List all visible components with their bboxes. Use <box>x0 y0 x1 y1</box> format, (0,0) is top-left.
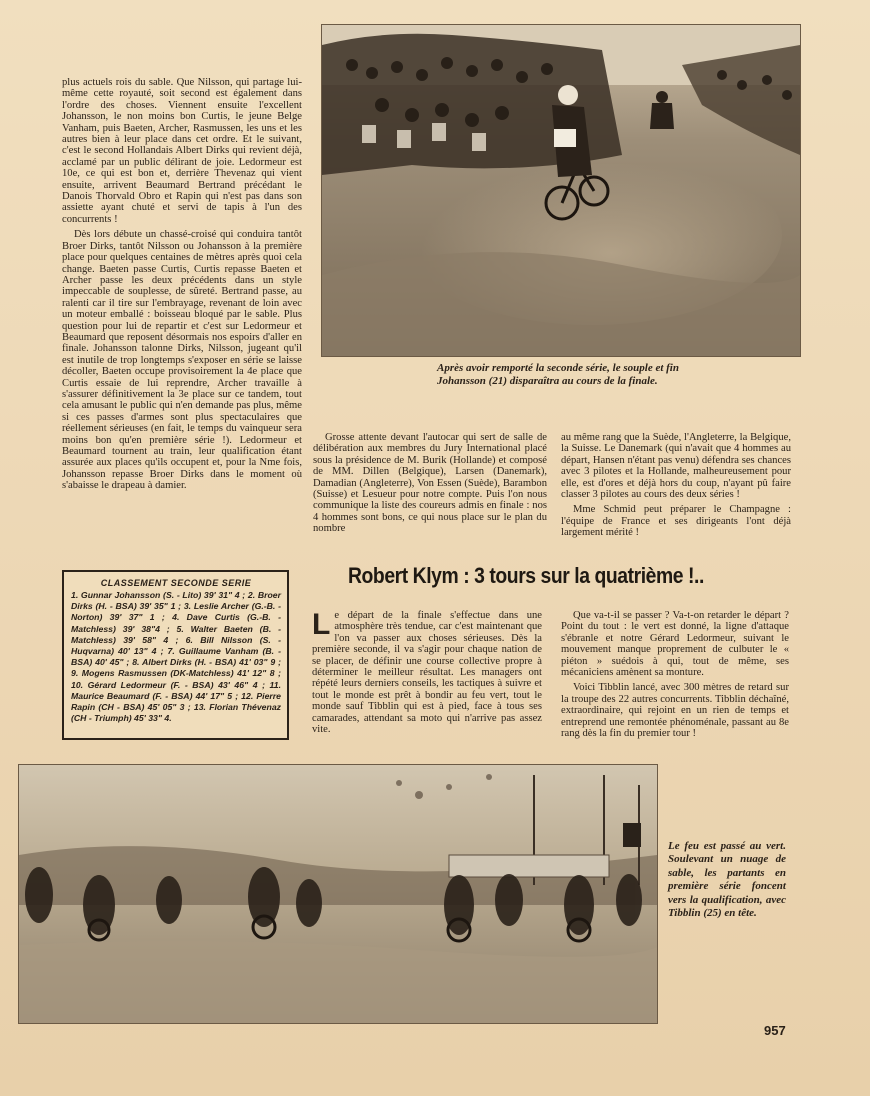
classement-title: CLASSEMENT SECONDE SERIE <box>100 578 252 588</box>
column-1-text <box>62 77 302 496</box>
article-column-a <box>312 610 542 735</box>
article-b-paragraph-2: Voici Tibblin lancé, avec 300 mètres de retard sur la troupe des 22 autres concurrents. Tibblin déchaîné, extraordinaire, qui rejoint en un rien de temps et entreprend une remontée phénoménale, passant au 8e rang dès la fin du premier tour ! <box>561 682 789 740</box>
article-b-paragraph-1: Que va-t-il se passer ? Va-t-on retarder le départ ? Point du tout : le vert est donné, la ligne d'attaque s'ébranle et notre Gérard Ledormeur, suivant le mouvement manque proprement de culbuter le « piéton » suédois à qui, tout de même, ses mécaniciens amènent sa monture. <box>561 610 789 679</box>
drop-cap: L <box>312 608 331 641</box>
nations-paragraph: au même rang que la Suède, l'Angleterre, la Belgique, la Suisse. Le Danemark (qui n'avait que 4 hommes au départ, Hansen n'étant pas venu) défendra ses chances avec 3 pilotes et la Hollande, malheureusement pour elle, est d'ores et déjà hors du coup, n'ayant pû faire classer 3 pilotes au cours des deux séries ! <box>561 432 791 501</box>
column-3-text <box>561 432 791 543</box>
photo-bottom-caption: Le feu est passé au vert. Soulevant un nuage de sable, les partants en première série foncent vers la qualification, avec Tibblin (25) en tête. <box>668 840 786 920</box>
article-column-b <box>561 610 789 743</box>
photo-bottom-start <box>18 764 658 1024</box>
classement-box <box>62 570 289 740</box>
article-headline: Robert Klym : 3 tours sur la quatrième !.. <box>348 563 704 588</box>
page-number: 957 <box>764 1023 786 1038</box>
photo-top-image <box>322 25 800 356</box>
jury-paragraph: Grosse attente devant l'autocar qui sert de salle de délibération aux membres du Jury International placé sous la présidence de M. Burik (Hollande) et composé de MM. Dillen (Belgique), Larsen (Danemark), Damadian (Angleterre), Von Essen (Suède), Barambon (Suisse) et Lesueur pour notre compte. Puis l'on nous communique la liste des coureurs admis en finale : nos 4 hommes sont bons, ce qui nous place sur le plan du nombre <box>313 432 547 535</box>
classement-results: 1. Gunnar Johansson (S. - Lito) 39' 31" 4 ; 2. Broer Dirks (H. - BSA) 39' 35" 1 ; 3. Leslie Archer (G.-B. - Norton) 39' 37" 1 ; 4. Dave Curtis (G.-B. - Matchless) 39' 38"4 ; 5. Walter Baeten (B. - Matchless) 39' 58" 4 ; 6. Bill Nilsson (S. - Huqvarna) 40' 13" 4 ; 7. Guillaume Vanham (B. - BSA) 40' 45" ; 8. Albert Dirks (H. - BSA) 41' 03" 9 ; 9. Mogens Rasmussen (DK-Matchless) 41' 12" 8 ; 10. Gérard Ledormeur (F. - BSA) 43' 46" 4 ; 11. Maurice Beaumard (F. - BSA) 44' 17" 5 ; 12. Pierre Rapin (CH - BSA) 45' 05" 3 ; 13. Florian Thévenaz (CH - Triumph) 45' 33" 4. <box>71 590 281 724</box>
photo-bottom-image <box>19 765 657 1023</box>
paragraph-1: plus actuels rois du sable. Que Nilsson, qui partage lui-même cette royauté, soit second est également dans l'ordre des choses. Viennent ensuite l'excellent Johansson, le non moins bon Curtis, le jeune Belge Vanham, puis Baeten, Archer, Rasmussen, les uns et les autres bien à leur place dans cet ordre. Et le suivant, c'est le second Hollandais Albert Dirks qui revient déjà, acclamé par un public délirant de joie. Ledormeur est 10e, ce qui est bon et, derrière Thevenaz qui vient ensuite, arrivent Beaumard Bertrand précédant le Danois Thorvald Obro et Rapin qui n'est pas dans son assiette ayant chuté et servi de tapis à l'un des concurrents ! <box>62 77 302 225</box>
photo-top-caption: Après avoir remporté la seconde série, le souple et fin Johansson (21) disparaîtra au cours de la finale. <box>437 362 679 388</box>
champagne-paragraph: Mme Schmid peut préparer le Champagne : l'équipe de France et ses dirigeants l'ont déjà largement mérité ! <box>561 504 791 539</box>
article-lead-text: e départ de la finale s'effectue dans une atmosphère très tendue, car c'est maintenant que l'on va passer aux choses sérieuses. Dès la première seconde, il va s'agir pour chaque nation de se placer, de définir une course collective propre à déterminer le meilleur résultat. Les managers ont répété leurs derniers conseils, les tactiques à suivre et tout le monde est prêt à bondir au feu vert, tout le monde sauf Tibblin qui est à pied, face à tous ses camarades, attendant sa moto qui n'arrive pas assez vite. <box>312 610 542 736</box>
photo-top-rider <box>321 24 801 357</box>
paragraph-2: Dès lors débute un chassé-croisé qui conduira tantôt Broer Dirks, tantôt Nilsson ou Johansson à la première place pour quelques centaines de mètres après quoi cela change. Baeten passe Curtis, Curtis repasse Baeten et Archer passe les deux précédents dans un style impeccable de souplesse, de sûreté. Bertrand passe, au ralenti car il tire sur l'embrayage, revenant de loin avec un moteur emballé : boisseau bloqué par le sable. Plus question pour lui de repartir et c'est sur Ledormeur et Beaumard que reposent désormais nos espoirs d'aller en finale. Johansson talonne Dirks, Nilsson, jugeant qu'il est inutile de trop longtemps s'exposer en série se laisse décoller, Baeten occupe provisoirement la 4e place que Curtis essaie de lui reprendre, Archer travaille à s'assurer définitivement la 3e place sur ce tandem, tout cela amusant le public qui n'en demande pas plus, même si ces passes d'armes sont plus spectaculaires que réellement sérieuses (en fait, le temps du vainqueur sera moins bon qu'en première série !). Ledormeur et Beaumard tournent au train, leur qualification étant assurée aux places qu'ils occupent et, pour la Nme fois, Johansson repasse Broer Dirks dans le moment où s'abaisse le drapeau à damier. <box>62 229 302 492</box>
column-2-text <box>313 432 547 539</box>
